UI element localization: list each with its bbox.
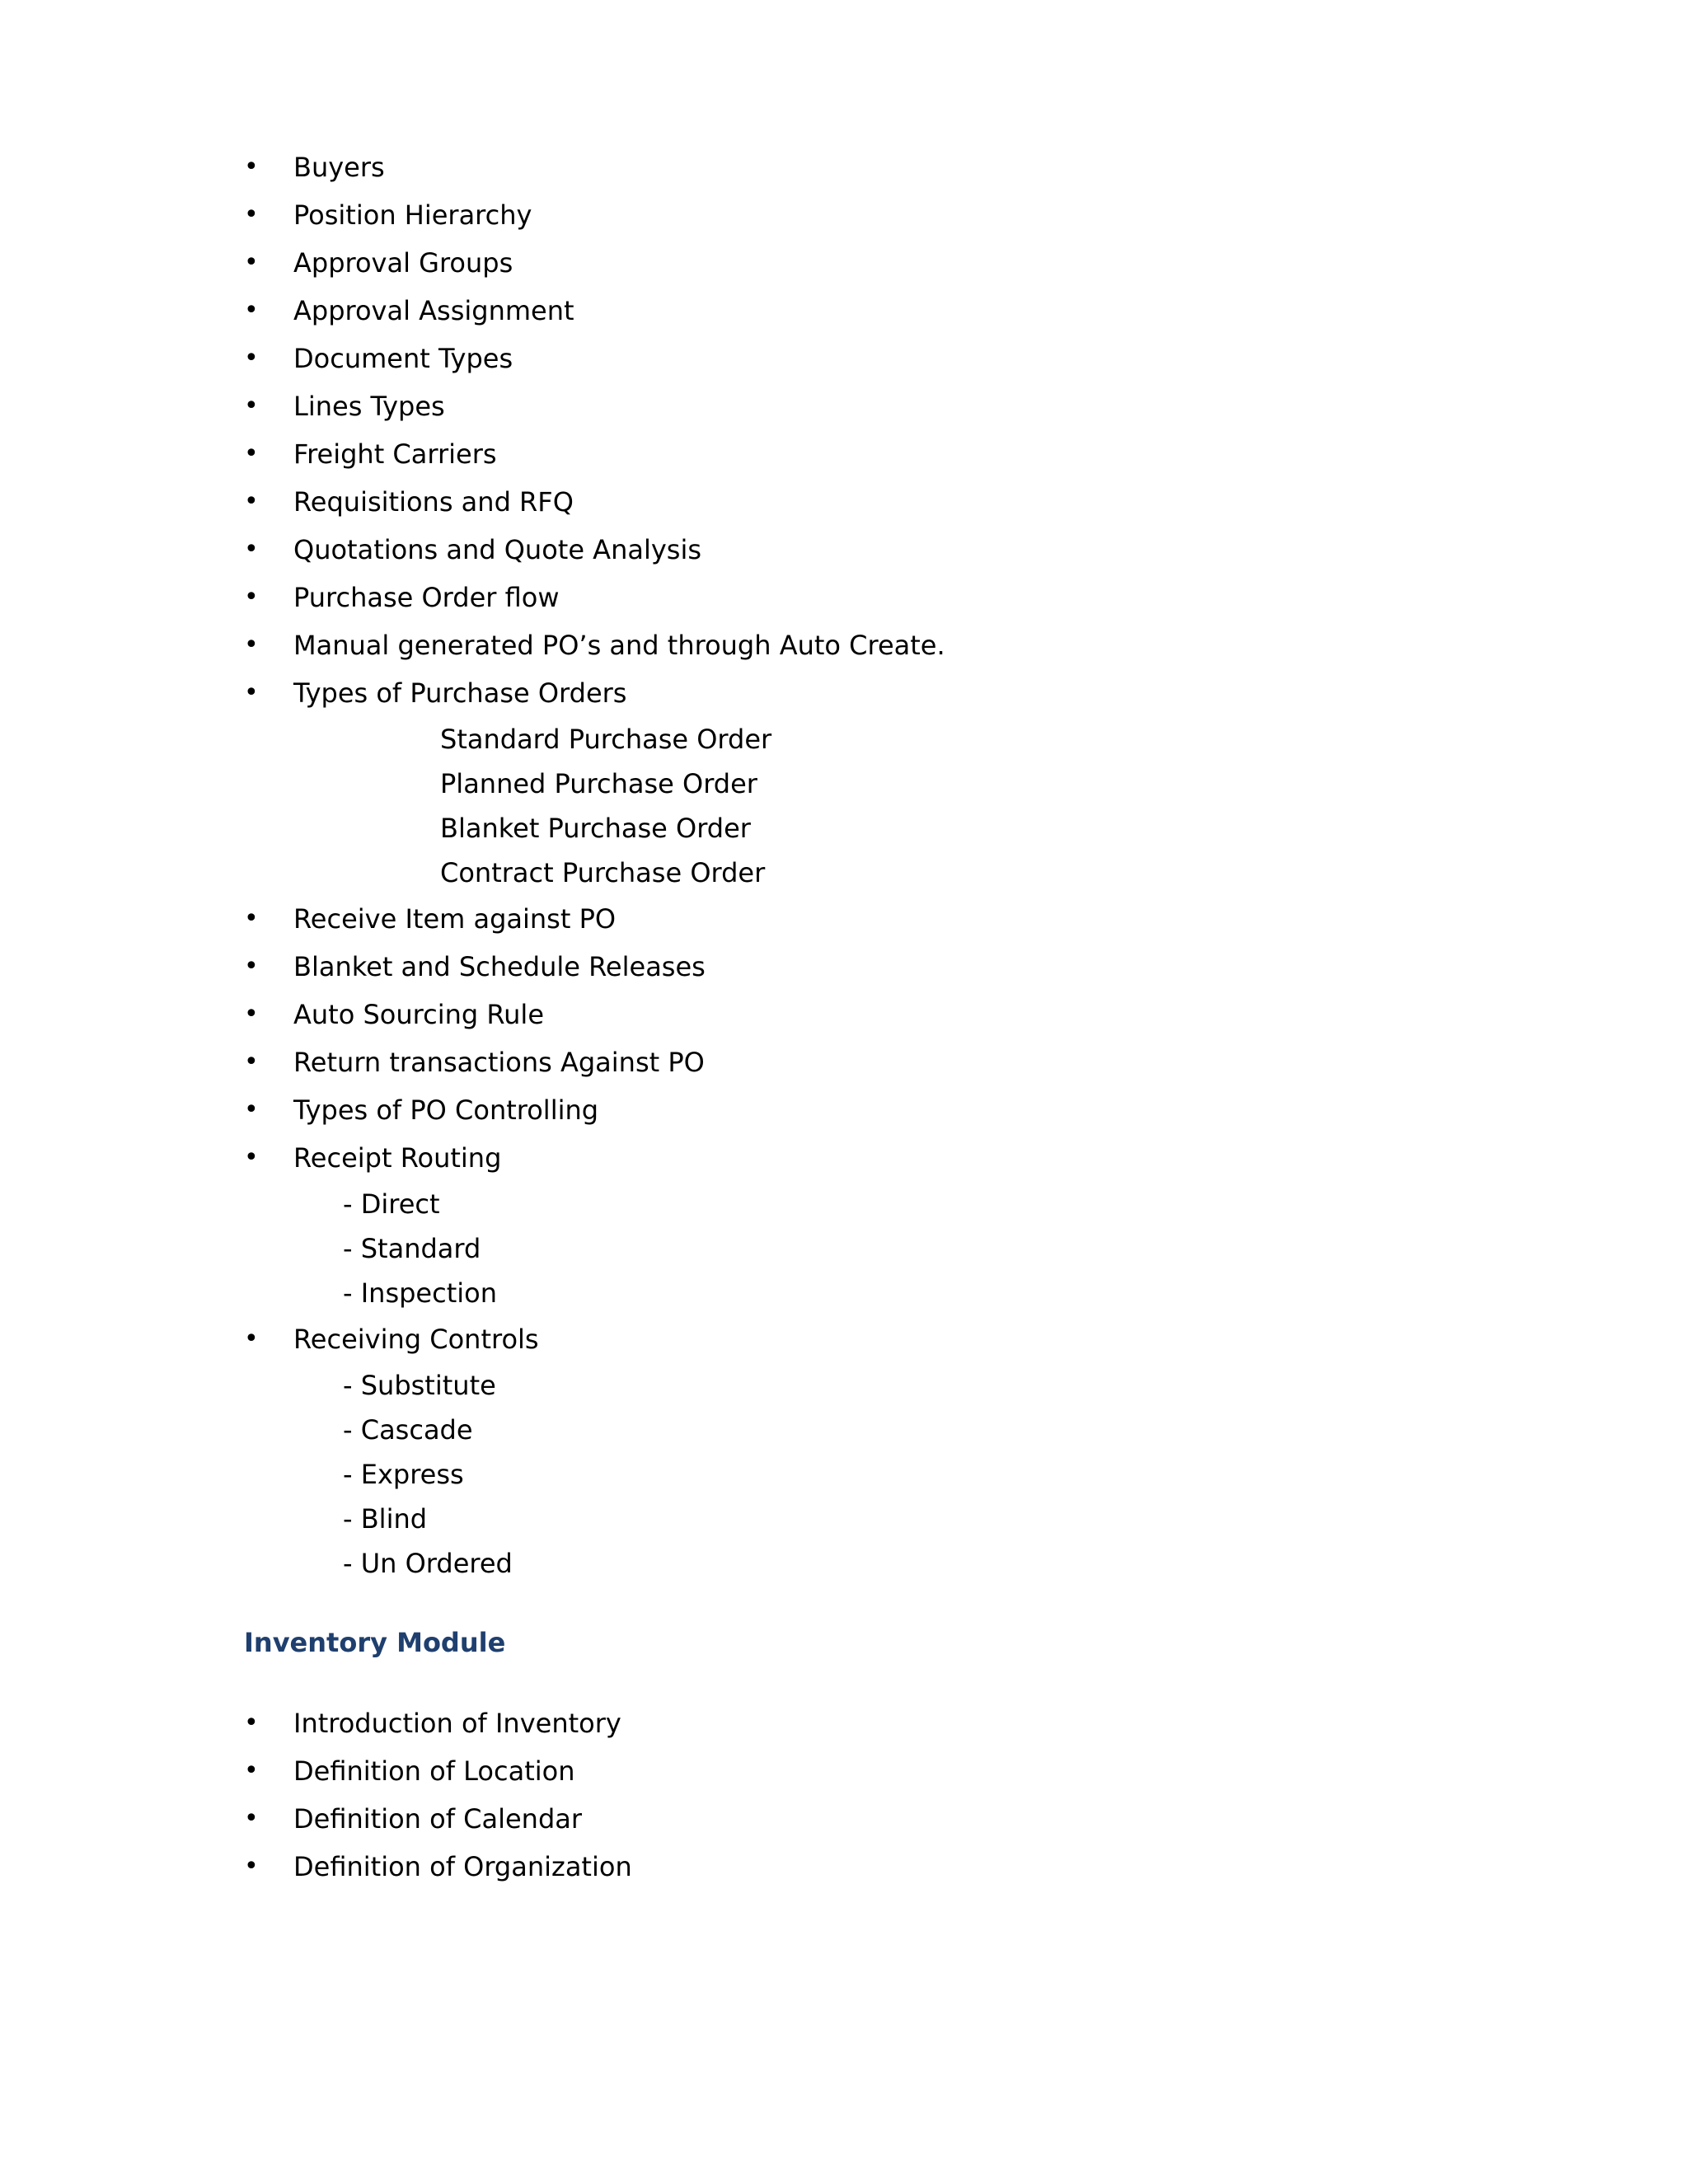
bullet: • — [244, 248, 259, 277]
list-item-text: Definition of Organization — [293, 1851, 632, 1882]
sublist-item — [244, 1363, 1480, 1408]
list-item — [244, 239, 1480, 287]
bullet: • — [244, 439, 259, 468]
sublist-item — [244, 1408, 1480, 1452]
list-item-text: Receiving Controls — [293, 1324, 539, 1355]
list-item — [244, 1134, 1480, 1182]
bullet: • — [244, 630, 259, 659]
bullet: • — [244, 952, 259, 981]
list-item-text: Requisitions and RFQ — [293, 486, 574, 518]
list-item-text: Auto Sourcing Rule — [293, 999, 544, 1030]
section-heading-inventory: Inventory Module — [244, 1627, 506, 1658]
purchasing-topics-list — [244, 143, 1480, 717]
list-item — [244, 382, 1480, 430]
list-item-text: Quotations and Quote Analysis — [293, 534, 702, 565]
bullet: • — [244, 678, 259, 707]
sublist-item — [244, 1271, 1480, 1315]
sublist-item-text: - Un Ordered — [343, 1548, 513, 1579]
list-item-text: Approval Groups — [293, 247, 513, 279]
receiving-topics-list — [244, 895, 1480, 1182]
sublist-item — [244, 806, 1480, 851]
sublist-item — [244, 1452, 1480, 1497]
list-item — [244, 621, 1480, 669]
list-item-text: Return transactions Against PO — [293, 1047, 705, 1078]
list-item — [244, 1699, 1480, 1747]
sublist-item-text: - Standard — [343, 1233, 481, 1264]
inventory-topics-list — [244, 1699, 1480, 1891]
sublist-item — [244, 717, 1480, 762]
list-item-text: Position Hierarchy — [293, 199, 532, 231]
bullet: • — [244, 1852, 259, 1881]
bullet: • — [244, 1756, 259, 1785]
list-item-text: Lines Types — [293, 391, 445, 422]
bullet: • — [244, 1804, 259, 1833]
list-item-text: Purchase Order flow — [293, 582, 560, 613]
bullet: • — [244, 1000, 259, 1029]
sublist-item-text: - Express — [343, 1459, 464, 1490]
bullet: • — [244, 1708, 259, 1737]
sublist-item — [244, 1226, 1480, 1271]
bullet: • — [244, 391, 259, 420]
list-item — [244, 335, 1480, 382]
list-item — [244, 574, 1480, 621]
bullet: • — [244, 344, 259, 373]
list-item-text: Receive Item against PO — [293, 903, 617, 935]
bullet: • — [244, 583, 259, 612]
bullet: • — [244, 1095, 259, 1124]
list-item — [244, 1795, 1480, 1843]
list-item — [244, 430, 1480, 478]
list-item-text: Definition of Calendar — [293, 1803, 583, 1835]
bullet: • — [244, 535, 259, 564]
list-item — [244, 895, 1480, 943]
list-item-text: Approval Assignment — [293, 295, 574, 326]
sublist-item-text: Blanket Purchase Order — [440, 813, 751, 844]
list-item-text: Buyers — [293, 152, 385, 183]
list-item-text: Definition of Location — [293, 1755, 575, 1787]
list-item — [244, 669, 1480, 717]
list-item-text: Blanket and Schedule Releases — [293, 951, 706, 982]
list-item — [244, 526, 1480, 574]
sublist-item-text: - Direct — [343, 1188, 440, 1220]
list-item-text: Types of Purchase Orders — [293, 677, 627, 709]
list-item-text: Types of PO Controlling — [293, 1094, 599, 1126]
bullet: • — [244, 296, 259, 325]
sublist-item — [244, 1182, 1480, 1226]
bullet: • — [244, 1143, 259, 1172]
list-item — [244, 478, 1480, 526]
bullet: • — [244, 1047, 259, 1076]
sublist-item — [244, 851, 1480, 895]
receipt-routing-sublist — [244, 1182, 1480, 1315]
sublist-item-text: - Inspection — [343, 1277, 497, 1309]
list-item — [244, 1038, 1480, 1086]
list-item — [244, 943, 1480, 991]
list-item — [244, 287, 1480, 335]
list-item — [244, 1086, 1480, 1134]
list-item-text: Receipt Routing — [293, 1142, 502, 1174]
sublist-item-text: Planned Purchase Order — [440, 768, 757, 799]
list-item — [244, 143, 1480, 191]
receiving-controls-sublist — [244, 1363, 1480, 1586]
sublist-item — [244, 762, 1480, 806]
list-item — [244, 991, 1480, 1038]
list-item-text: Document Types — [293, 343, 513, 374]
bullet: • — [244, 200, 259, 229]
sublist-item-text: Contract Purchase Order — [440, 857, 766, 888]
bullet: • — [244, 904, 259, 933]
list-item — [244, 1843, 1480, 1891]
list-item — [244, 191, 1480, 239]
bullet: • — [244, 487, 259, 516]
sublist-item — [244, 1541, 1480, 1586]
list-item — [244, 1315, 1480, 1363]
bullet: • — [244, 152, 259, 181]
po-types-sublist — [244, 717, 1480, 895]
sublist-item-text: Standard Purchase Order — [440, 724, 772, 755]
list-item-text: Freight Carriers — [293, 438, 497, 470]
page-content — [244, 143, 1480, 1891]
sublist-item-text: - Cascade — [343, 1414, 473, 1446]
sublist-item-text: - Substitute — [343, 1370, 496, 1401]
list-item-text: Introduction of Inventory — [293, 1708, 621, 1739]
list-item — [244, 1747, 1480, 1795]
sublist-item-text: - Blind — [343, 1503, 428, 1535]
sublist-item — [244, 1497, 1480, 1541]
bullet: • — [244, 1324, 259, 1353]
list-item-text: Manual generated PO’s and through Auto Create. — [293, 630, 945, 661]
